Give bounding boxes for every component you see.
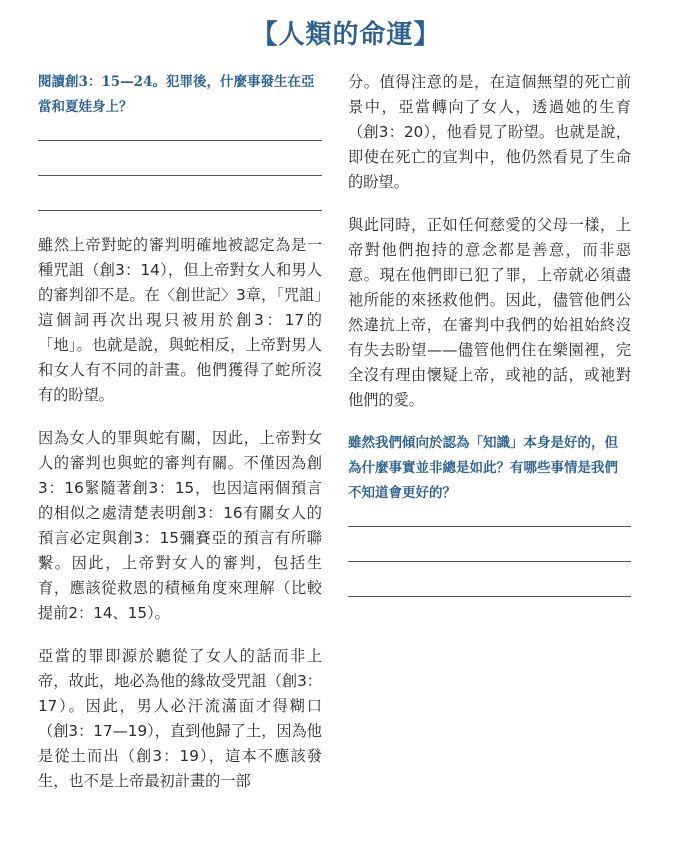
body-paragraph: 雖然上帝對蛇的審判明確地被認定為是一種咒詛（創3：14），但上帝對女人和男人的審判卻不是。在〈創世記〉3章，「咒詛」這個詞再次出現只被用於創3：17的「地」。也就是說，與蛇相反，上帝對男人和女人有不同的計畫。他們獲得了蛇所沒有的盼望。: [38, 236, 322, 404]
reflection-question: 雖然我們傾向於認為「知識」本身是好的，但為什麼事實並非總是如此？有哪些事情是我們不知道會更好的？: [348, 435, 618, 501]
answer-lines[interactable]: [38, 140, 322, 211]
left-column: [38, 70, 322, 812]
answer-line[interactable]: [348, 596, 631, 597]
page-title: 【人類的命運】: [251, 20, 441, 50]
answer-line[interactable]: [38, 210, 322, 211]
body-paragraph: 與此同時，正如任何慈愛的父母一樣，上帝對他們抱持的意念都是善意，而非惡意。現在他們即已犯了罪，上帝就必須盡祂所能的來拯救他們。因此，儘管他們公然違抗上帝，在審判中我們的始祖始終沒有失去盼望——儘管他們住在樂園裡，完全沒有理由懷疑上帝，或祂的話，或祂對他們的愛。: [348, 216, 631, 409]
study-question: 閱讀創3：15—24。犯罪後，什麼事發生在亞當和夏娃身上？: [38, 74, 315, 115]
answer-lines[interactable]: [348, 526, 631, 597]
answer-line[interactable]: [38, 175, 322, 176]
body-paragraph: 分。值得注意的是，在這個無望的死亡前景中，亞當轉向了女人，透過她的生育（創3：20），他看見了盼望。也就是說，即使在死亡的宣判中，他仍然看見了生命的盼望。: [348, 73, 631, 191]
body-paragraph: 亞當的罪即源於聽從了女人的話而非上帝，故此，地必為他的緣故受咒詛（創3：17）。因此，男人必汗流滿面才得糊口（創3：17—19），直到他歸了土，因為他是從土而出（創3：19），這本不應該發生，也不是上帝最初計畫的一部: [38, 647, 322, 790]
answer-line[interactable]: [38, 140, 322, 141]
answer-line[interactable]: [348, 526, 631, 527]
body-paragraph: 因為女人的罪與蛇有關，因此，上帝對女人的審判也與蛇的審判有關。不僅因為創3：16緊隨著創3：15，也因這兩個預言的相似之處清楚表明創3：16有關女人的預言必定與創3：15彌賽亞的預言有所聯繫。因此，上帝對女人的審判，包括生育，應該從救恩的積極角度來理解（比較提前2：14、15）。: [38, 429, 322, 622]
answer-line[interactable]: [348, 561, 631, 562]
right-column: [348, 70, 631, 631]
